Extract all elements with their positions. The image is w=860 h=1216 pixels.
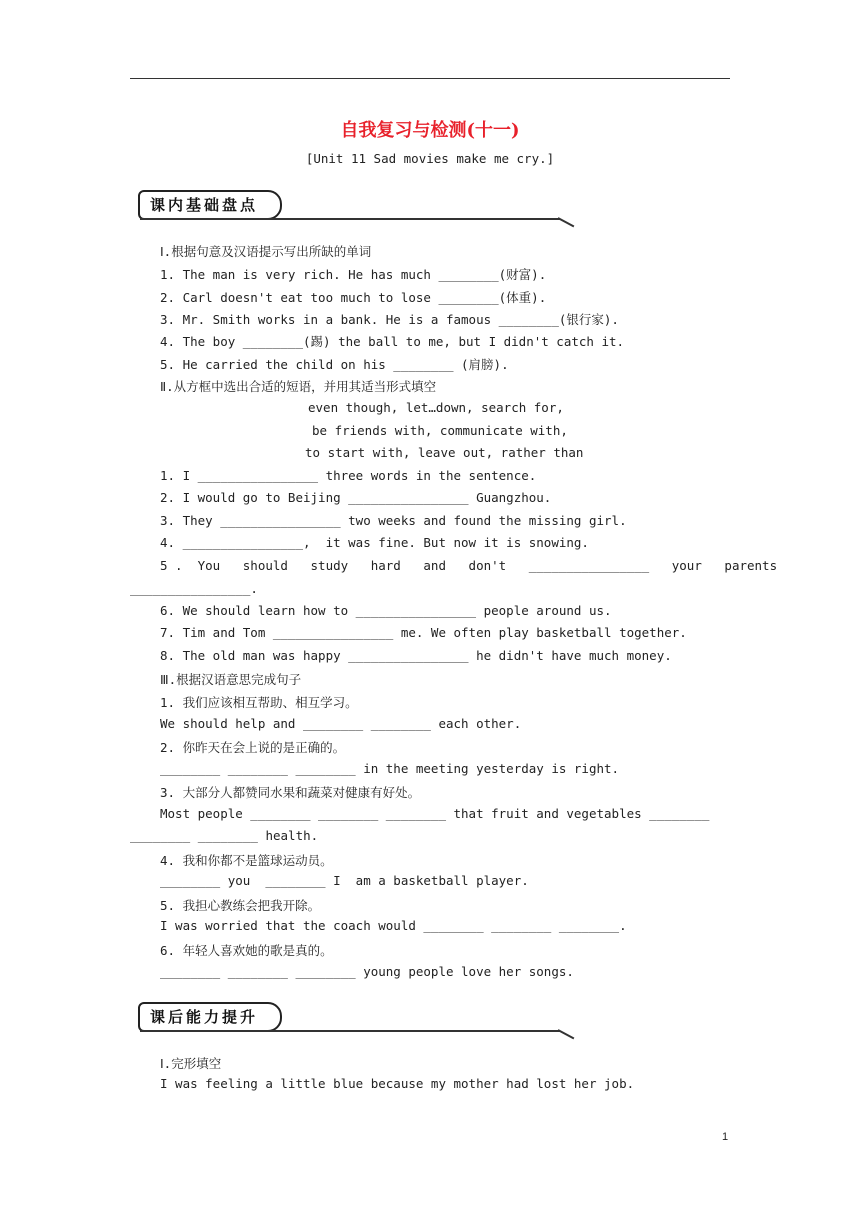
cloze-heading: Ⅰ.完形填空 (160, 1056, 222, 1071)
part3-item: ________ ________ ________ young people love her songs. (160, 964, 574, 979)
part2-item: 7. Tim and Tom ________________ me. We often play basketball together. (160, 625, 687, 640)
part3-item: ________ you ________ I am a basketball player. (160, 873, 529, 888)
part2-item: 2. I would go to Beijing ________________ Guangzhou. (160, 490, 552, 505)
part3-heading: Ⅲ.根据汉语意思完成句子 (160, 672, 302, 687)
part3-item: 4. 我和你都不是篮球运动员。 (160, 853, 333, 868)
part1-item: 1. The man is very rich. He has much ________(财富). (160, 267, 547, 282)
part1-item: 4. The boy ________(踢) the ball to me, but I didn't catch it. (160, 334, 625, 349)
part3-item: ________ ________ ________ in the meeting yesterday is right. (160, 761, 620, 776)
part2-item: 4. ________________, it was fine. But now it is snowing. (160, 535, 589, 550)
phrase-box-line: be friends with, communicate with, (312, 423, 568, 438)
cloze-first-line: I was feeling a little blue because my mother had lost her job. (160, 1076, 635, 1091)
section-header-label: 课内基础盘点 (138, 190, 282, 220)
section-header-basic (134, 190, 574, 230)
document-title: 自我复习与检测(十一) (340, 120, 520, 141)
section-underline (140, 1030, 560, 1032)
section-underline (140, 218, 560, 220)
section-header-label: 课后能力提升 (138, 1002, 282, 1032)
part3-item-continuation: ________ ________ health. (130, 828, 319, 843)
part3-item: 1. 我们应该相互帮助、相互学习。 (160, 695, 358, 710)
header-rule (130, 78, 730, 79)
part2-item: 8. The old man was happy ________________ he didn't have much money. (160, 648, 672, 663)
part2-item: 6. We should learn how to ________________ people around us. (160, 603, 612, 618)
part2-heading: Ⅱ.从方框中选出合适的短语，并用其适当形式填空 (160, 379, 437, 394)
part1-item: 5. He carried the child on his ________ (肩膀). (160, 357, 509, 372)
part3-item: 5. 我担心教练会把我开除。 (160, 898, 321, 913)
phrase-box-line: even though, let…down, search for, (308, 400, 564, 415)
section-underline-tail (558, 217, 575, 227)
part1-item: 2. Carl doesn't eat too much to lose ________(体重). (160, 290, 547, 305)
part2-item: 1. I ________________ three words in the sentence. (160, 468, 537, 483)
page-number: 1 (722, 1131, 729, 1143)
unit-subtitle: [Unit 11 Sad movies make me cry.] (305, 151, 555, 166)
part3-item: 3. 大部分人都赞同水果和蔬菜对健康有好处。 (160, 785, 421, 800)
section-underline-tail (558, 1029, 575, 1039)
part2-item: 3. They ________________ two weeks and found the missing girl. (160, 513, 627, 528)
part3-item: We should help and ________ ________ each other. (160, 716, 522, 731)
part3-item: 6. 年轻人喜欢她的歌是真的。 (160, 943, 333, 958)
part3-item: 2. 你昨天在会上说的是正确的。 (160, 740, 346, 755)
part1-heading: Ⅰ.根据句意及汉语提示写出所缺的单词 (160, 244, 372, 259)
section-header-extended (134, 1002, 574, 1042)
part2-item-continuation: ________________. (130, 581, 258, 596)
part3-item: I was worried that the coach would ________ ________ ________. (160, 918, 627, 933)
part3-item: Most people ________ ________ ________ that fruit and vegetables ________ (160, 806, 710, 821)
part1-item: 3. Mr. Smith works in a bank. He is a famous ________(银行家). (160, 312, 619, 327)
phrase-box-line: to start with, leave out, rather than (305, 445, 584, 460)
part2-item: 5 . You should study hard and don't ________________ your parents (160, 558, 778, 573)
